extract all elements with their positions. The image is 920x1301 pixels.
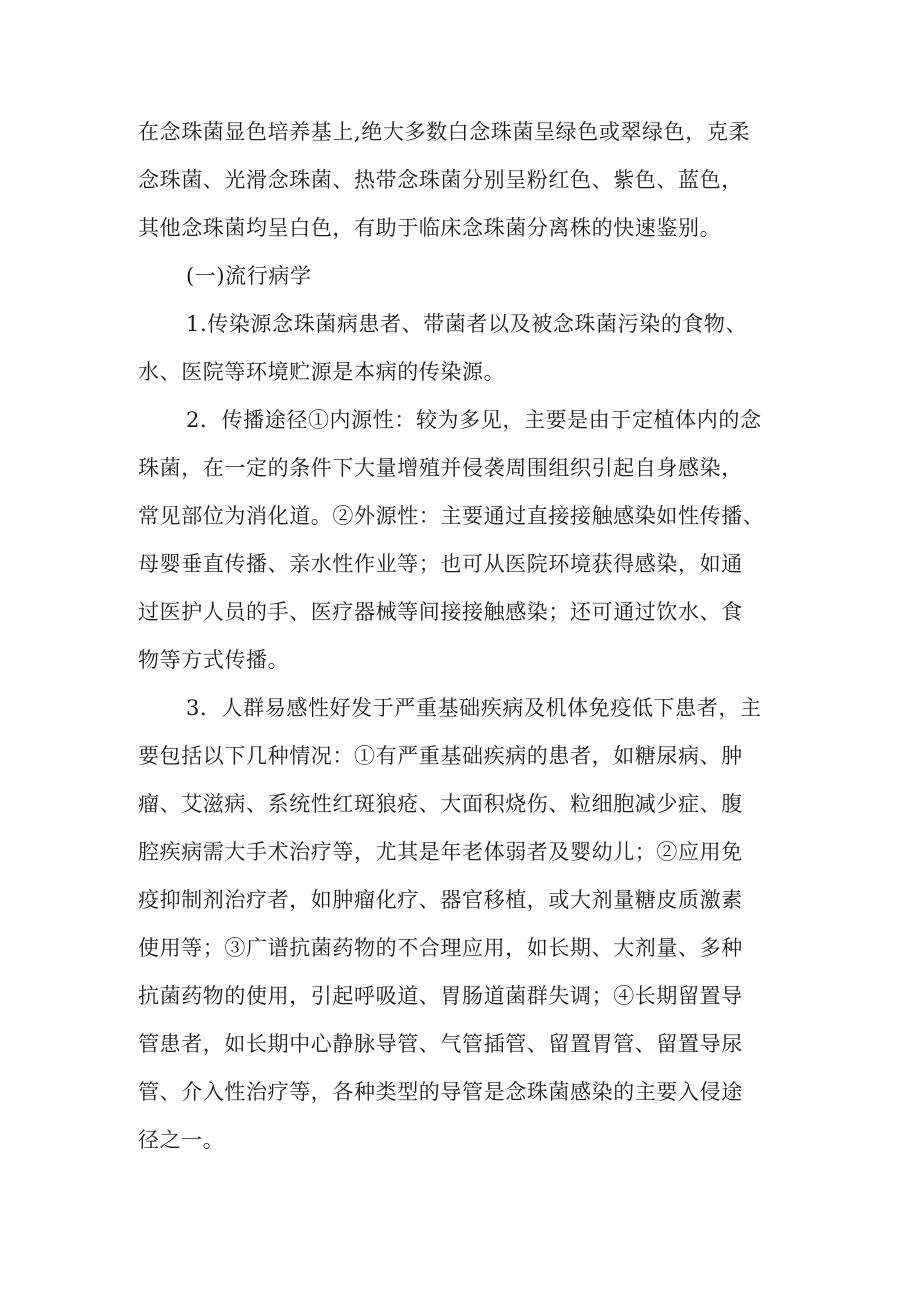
paragraph-line: 3．人群易感性好发于严重基础疾病及机体免疫低下患者，主 (186, 696, 762, 720)
paragraph-line: 疫抑制剂治疗者，如肿瘤化疗、器官移植，或大剂量糖皮质激素 (138, 888, 743, 912)
paragraph-line: 瘤、艾滋病、系统性红斑狼疮、大面积烧伤、粒细胞减少症、腹 (138, 792, 743, 816)
paragraph-line: 抗菌药物的使用，引起呼吸道、胃肠道菌群失调；④长期留置导 (138, 984, 743, 1008)
paragraph-line: 2．传播途径①内源性：较为多见，主要是由于定植体内的念 (186, 408, 762, 432)
section-heading: (一)流行病学 (186, 264, 312, 288)
paragraph-line: 水、医院等环境贮源是本病的传染源。 (138, 360, 506, 384)
paragraph-line: 腔疾病需大手术治疗等，尤其是年老体弱者及婴幼儿；②应用免 (138, 840, 743, 864)
paragraph-line: 过医护人员的手、医疗器械等间接接触感染；还可通过饮水、食 (138, 600, 743, 624)
paragraph-line: 念珠菌、光滑念珠菌、热带念珠菌分别呈粉红色、紫色、蓝色， (138, 168, 743, 192)
paragraph-line: 径之一。 (138, 1128, 225, 1152)
paragraph-line: 其他念珠菌均呈白色，有助于临床念珠菌分离株的快速鉴别。 (138, 216, 722, 240)
paragraph-line: 管、介入性治疗等，各种类型的导管是念珠菌感染的主要入侵途 (138, 1080, 743, 1104)
paragraph-line: 要包括以下几种情况：①有严重基础疾病的患者，如糖尿病、肿 (138, 744, 743, 768)
paragraph-line: 母婴垂直传播、亲水性作业等；也可从医院环境获得感染，如通 (138, 552, 743, 576)
paragraph-line: 使用等；③广谱抗菌药物的不合理应用，如长期、大剂量、多种 (138, 936, 743, 960)
paragraph-line: 珠菌，在一定的条件下大量增殖并侵袭周围组织引起自身感染， (138, 456, 743, 480)
paragraph-line: 物等方式传播。 (138, 648, 290, 672)
paragraph-line: 管患者，如长期中心静脉导管、气管插管、留置胃管、留置导尿 (138, 1032, 743, 1056)
paragraph-line: 在念珠菌显色培养基上,绝大多数白念珠菌呈绿色或翠绿色，克柔 (138, 120, 751, 144)
paragraph-line: 1.传染源念珠菌病患者、带菌者以及被念珠菌污染的食物、 (186, 312, 748, 336)
paragraph-line: 常见部位为消化道。②外源性：主要通过直接接触感染如性传播、 (138, 504, 765, 528)
